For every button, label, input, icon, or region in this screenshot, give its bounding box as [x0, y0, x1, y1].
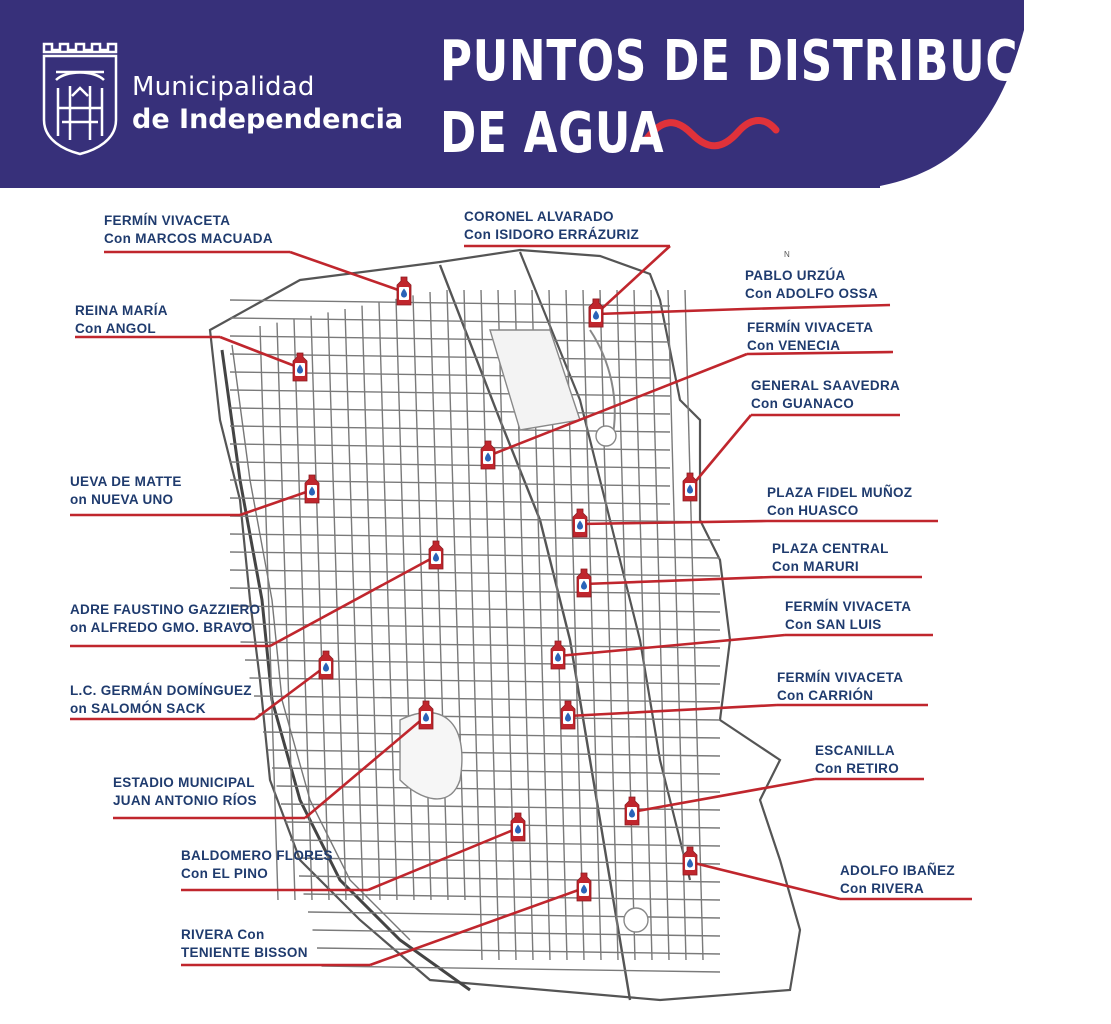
org-name-line2: de Independencia	[132, 104, 404, 135]
leader-line-pointer	[580, 521, 767, 524]
distribution-point-label	[815, 742, 899, 778]
street-line	[230, 516, 720, 522]
point-street-secondary: TENIENTE BISSON	[181, 945, 308, 960]
point-street-primary: REINA MARÍA	[75, 303, 168, 318]
roundabout	[596, 426, 616, 446]
point-street-primary: BALDOMERO FLORES	[181, 848, 333, 863]
street-line	[230, 534, 720, 540]
distribution-point-label	[104, 212, 273, 248]
point-street-secondary: Con EL PINO	[181, 866, 269, 881]
point-street-primary: FERMÍN VIVACETA	[104, 213, 231, 228]
point-street-secondary: Con MARURI	[772, 559, 859, 574]
point-street-primary: ESTADIO MUNICIPAL	[113, 775, 255, 790]
point-street-primary: PABLO URZÚA	[745, 268, 846, 283]
street-line	[230, 336, 670, 342]
point-street-secondary: on NUEVA UNO	[70, 492, 174, 507]
point-street-primary: FERMÍN VIVACETA	[747, 320, 874, 335]
street-line	[295, 858, 721, 864]
point-street-secondary: Con VENECIA	[747, 338, 841, 353]
street-line	[311, 316, 329, 900]
point-street-secondary: Con ISIDORO ERRÁZURIZ	[464, 227, 640, 242]
leader-line-pointer	[596, 309, 745, 314]
north-marker: N	[784, 250, 790, 259]
page-title-line1: PUNTOS DE DISTRIBUCIÓN	[440, 29, 1111, 94]
street-line	[396, 299, 414, 900]
water-drop-bottle-icon	[683, 847, 697, 875]
point-street-primary: ADOLFO IBAÑEZ	[840, 863, 955, 878]
street-line	[362, 306, 380, 900]
water-drop-bottle-icon	[419, 701, 433, 729]
distribution-point-label	[181, 847, 333, 883]
water-drop-bottle-icon	[551, 641, 565, 669]
point-street-secondary: Con MARCOS MACUADA	[104, 231, 273, 246]
street-line	[230, 318, 670, 324]
leader-line-pointer	[255, 666, 326, 719]
point-street-primary: ESCANILLA	[815, 743, 895, 758]
point-street-primary: RIVERA Con	[181, 927, 265, 942]
point-street-secondary: Con SAN LUIS	[785, 617, 882, 632]
point-street-primary: UEVA DE MATTE	[70, 474, 182, 489]
street-line	[304, 894, 721, 900]
point-street-secondary: Con ADOLFO OSSA	[745, 286, 878, 301]
leader-line-pointer	[370, 888, 584, 965]
org-name-line1: Municipalidad	[132, 72, 315, 102]
distribution-point-label	[777, 669, 903, 705]
distribution-point-label	[113, 774, 257, 810]
street-line	[230, 570, 720, 576]
distribution-point-label	[464, 208, 639, 244]
roundabout	[624, 908, 648, 932]
point-street-primary: ADRE FAUSTINO GAZZIERO	[70, 602, 261, 617]
point-street-primary: PLAZA CENTRAL	[772, 541, 889, 556]
street-line	[230, 480, 670, 486]
point-street-secondary: Con RIVERA	[840, 881, 924, 896]
point-street-secondary: Con HUASCO	[767, 503, 859, 518]
street-line	[322, 966, 721, 972]
street-line	[263, 732, 720, 738]
street-line	[430, 292, 448, 900]
water-drop-bottle-icon	[683, 473, 697, 501]
distribution-point-label	[785, 598, 911, 634]
street-line	[317, 948, 720, 954]
water-drop-bottle-icon	[481, 441, 495, 469]
street-line	[481, 290, 499, 960]
point-street-secondary: JUAN ANTONIO RÍOS	[113, 793, 257, 808]
distribution-point-label	[767, 484, 912, 520]
point-street-secondary: Con RETIRO	[815, 761, 899, 776]
distribution-point-label	[772, 540, 889, 576]
street-line	[259, 714, 721, 720]
distribution-point-label	[70, 682, 252, 718]
point-street-secondary: on SALOMÓN SACK	[70, 701, 206, 716]
street-line	[230, 588, 720, 594]
leader-line-pointer	[290, 252, 404, 292]
water-drop-bottle-icon	[511, 813, 525, 841]
water-drop-bottle-icon	[429, 541, 443, 569]
point-street-primary: FERMÍN VIVACETA	[777, 670, 904, 685]
point-street-secondary: on ALFREDO GMO. BRAVO	[70, 620, 253, 635]
street-line	[464, 290, 482, 960]
distribution-point-label	[70, 473, 182, 509]
street-line	[230, 552, 720, 558]
distribution-point-label	[745, 267, 878, 303]
distribution-point-label	[840, 862, 955, 898]
leader-line-pointer	[240, 490, 312, 515]
distribution-point-label	[747, 319, 873, 355]
street-line	[413, 295, 431, 900]
distribution-point-label	[751, 377, 900, 413]
park-block	[490, 330, 580, 430]
leader-line-pointer	[568, 705, 777, 716]
water-drop-bottle-icon	[577, 569, 591, 597]
street-line	[286, 822, 721, 828]
point-street-primary: PLAZA FIDEL MUÑOZ	[767, 485, 913, 500]
street-line	[232, 606, 721, 612]
street-line	[600, 290, 618, 960]
water-drop-bottle-icon	[561, 701, 575, 729]
leader-line-underline	[745, 305, 890, 309]
point-street-primary: FERMÍN VIVACETA	[785, 599, 912, 614]
point-street-primary: CORONEL ALVARADO	[464, 209, 614, 224]
street-line	[272, 768, 720, 774]
water-drop-bottle-icon	[577, 873, 591, 901]
water-drop-bottle-icon	[397, 277, 411, 305]
leader-line-pointer	[596, 246, 670, 314]
street-line	[245, 660, 720, 666]
page-title-line2: DE AGUA	[440, 101, 665, 166]
street-line	[290, 840, 720, 846]
leader-line-pointer	[690, 862, 840, 899]
point-street-secondary: Con ANGOL	[75, 321, 156, 336]
point-street-primary: L.C. GERMÁN DOMÍNGUEZ	[70, 683, 252, 698]
point-street-secondary: Con GUANACO	[751, 396, 855, 411]
street-line	[447, 290, 465, 900]
point-street-primary: GENERAL SAAVEDRA	[751, 378, 901, 393]
street-line	[583, 290, 601, 960]
street-line	[617, 290, 635, 960]
distribution-point-label	[75, 302, 168, 338]
distribution-point-label	[70, 601, 260, 637]
leader-line-pointer	[584, 577, 772, 584]
water-drop-bottle-icon	[573, 509, 587, 537]
water-drop-bottle-icon	[305, 475, 319, 503]
water-drop-bottle-icon	[625, 797, 639, 825]
distribution-point-label	[181, 926, 308, 962]
leader-line-pointer	[632, 779, 815, 812]
point-street-secondary: Con CARRIÓN	[777, 688, 874, 703]
